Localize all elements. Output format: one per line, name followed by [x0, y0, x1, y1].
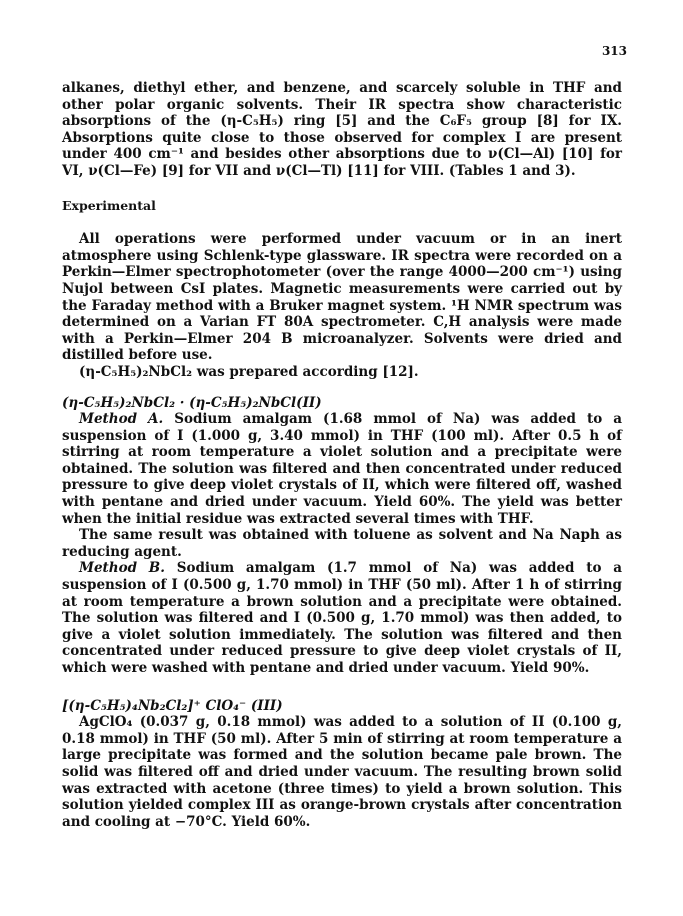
subheading-compound-III: [(η-C₅H₅)₄Nb₂Cl₂]⁺ ClO₄⁻ (III)	[62, 697, 283, 714]
paragraph-toluene-note: The same result was obtained with toluene as solvent and Na Naph as reducing agent.	[62, 527, 622, 560]
article-body	[62, 80, 622, 830]
paragraph-ir-spectra: alkanes, diethyl ether, and benzene, and scarcely soluble in THF and other polar organic solvents. Their IR spectra show characteristic absorptions of the (η-C₅H₅) ring [5] and the C₆F₅ group [8] for IX. Absorptions quite close to those observed for complex I are present under 400 cm⁻¹ and besides other absorptions due to ν(Cl—Al) [10] for VI, ν(Cl—Fe) [9] for VII and ν(Cl—Tl) [11] for VIII. (Tables 1 and 3).	[62, 80, 622, 179]
paragraph-compound-III-prep: AgClO₄ (0.037 g, 0.18 mmol) was added to a solution of II (0.100 g, 0.18 mmol) in THF (50 ml). After 5 min of stirring at room temperature a large precipitate was formed and the solution became pale brown. The solid was filtered off and dried under vacuum. The resulting brown solid was extracted with acetone (three times) to yield a brown solution. This solution yielded complex III as orange-brown crystals after concentration and cooling at −70°C. Yield 60%.	[62, 714, 622, 830]
method-a-text: Sodium amalgam (1.68 mmol of Na) was added to a suspension of I (1.000 g, 3.40 mmol) in THF (100 ml). After 0.5 h of stirring at room temperature a violet solution and a precipitate were obtained. The solution was filtered and then concentrated under reduced pressure to give deep violet crystals of II, which were filtered off, washed with pentane and dried under vacuum. Yield 60%. The yield was better when the initial residue was extracted several times with THF.	[62, 411, 623, 527]
paragraph-general-methods: All operations were performed under vacuum or in an inert atmosphere using Schlenk-type glassware. IR spectra were recorded on a Perkin—Elmer spectrophotometer (over the range 4000—200 cm⁻¹) using Nujol between CsI plates. Magnetic measurements were carried out by the Faraday method with a Bruker magnet system. ¹H NMR spectrum was determined on a Varian FT 80A spectrometer. C,H analysis were made with a Perkin—Elmer 204 B microanalyzer. Solvents were dried and distilled before use.	[62, 231, 622, 364]
method-b-text: Sodium amalgam (1.7 mmol of Na) was added to a suspension of I (0.500 g, 1.70 mmol) in THF (50 ml). After 1 h of stirring at room temperature a brown solution and a precipitate were obtained. The solution was filtered and I (0.500 g, 1.70 mmol) was then added, to give a violet solution immediately. The solution was filtered and then concentrated under reduced pressure to give deep violet crystals of II, which were washed with pentane and dried under vacuum. Yield 90%.	[62, 560, 622, 676]
section-heading-experimental: Experimental	[62, 197, 156, 213]
paragraph-starting-material: (η-C₅H₅)₂NbCl₂ was prepared according [12].	[79, 363, 419, 380]
method-b-label: Method B.	[79, 560, 165, 577]
method-a-label: Method A.	[79, 411, 164, 428]
page-number: 313	[601, 44, 627, 58]
paragraph-method-a	[62, 411, 622, 527]
subheading-compound-II: (η-C₅H₅)₂NbCl₂ · (η-C₅H₅)₂NbCl(II)	[62, 394, 322, 411]
paragraph-method-b	[62, 560, 622, 676]
